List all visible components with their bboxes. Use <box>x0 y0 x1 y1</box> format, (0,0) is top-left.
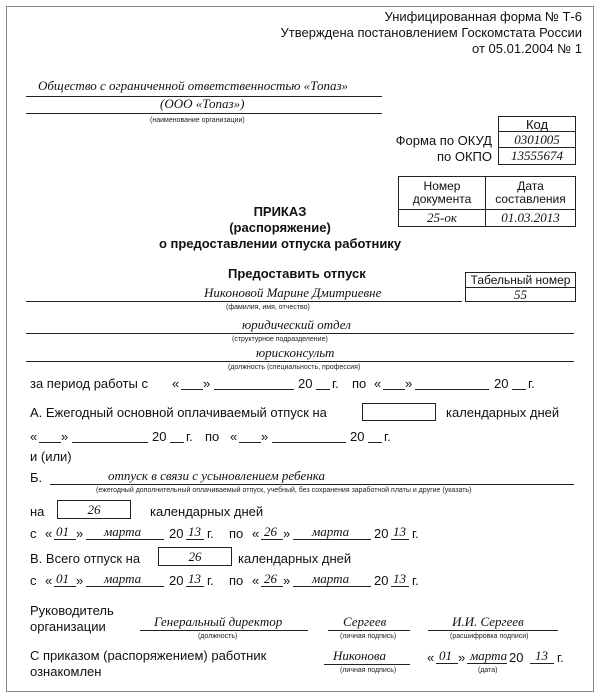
section-v-to-quote-close: » <box>283 573 291 588</box>
section-b-from-day-line <box>54 539 76 540</box>
section-b-to-year-line <box>391 539 409 540</box>
period-from-month-line <box>214 389 294 390</box>
section-b-from-year-line <box>186 539 204 540</box>
head-label-line1: Руководитель <box>30 603 114 618</box>
employee-position: юрисконсульт <box>256 345 335 360</box>
section-a-to-label: по <box>205 429 220 444</box>
section-v-to-year-prefix: 20 <box>374 573 389 588</box>
okpo-value: 13555674 <box>498 147 576 165</box>
section-v-label: В. Всего отпуск на <box>30 551 141 566</box>
form-header-line1: Унифицированная форма № Т-6 <box>384 9 582 24</box>
section-a-from-year-prefix: 20 <box>152 429 167 444</box>
section-b-days-label: календарных дней <box>150 504 264 519</box>
ack-label-line2: ознакомлен <box>30 664 102 679</box>
section-b-na-label: на <box>30 504 45 519</box>
section-b-from-year-suffix: г. <box>207 526 214 541</box>
section-a-to-month-line <box>272 442 346 443</box>
section-v-from-year: 13 <box>188 571 201 586</box>
head-decoding-line <box>428 630 558 631</box>
and-or-label: и (или) <box>30 449 72 464</box>
section-b-from-month-line <box>86 539 164 540</box>
section-b-type-line <box>50 484 574 485</box>
section-v-from-year-prefix: 20 <box>169 573 184 588</box>
code-header: Код <box>498 116 576 132</box>
period-to-quote-close: » <box>405 376 413 391</box>
head-signature-line <box>328 630 410 631</box>
period-from-day-line <box>181 389 203 390</box>
section-a-to-day-line <box>239 442 261 443</box>
ack-year: 13 <box>535 648 548 663</box>
ack-year-prefix: 20 <box>509 650 524 665</box>
section-b-to-quote-close: » <box>283 526 291 541</box>
section-a-from-day-line <box>39 442 61 443</box>
section-v-to-year-suffix: г. <box>412 573 419 588</box>
section-v-from-year-line <box>186 586 204 587</box>
section-b-to-label: по <box>229 526 244 541</box>
period-to-day-line <box>383 389 405 390</box>
ack-quote-open: « <box>427 650 435 665</box>
employee-name-line <box>26 301 462 302</box>
section-b-vacation-type: отпуск в связи с усыновлением ребенка <box>108 468 326 483</box>
section-a-from-quote-open: « <box>30 429 38 444</box>
section-a-to-year-line <box>368 442 382 443</box>
doc-date-value: 01.03.2013 <box>485 209 576 227</box>
section-a-label: А. Ежегодный основной оплачиваемый отпуск на <box>30 405 327 420</box>
section-b-to-year-prefix: 20 <box>374 526 389 541</box>
tab-number-header: Табельный номер <box>465 272 576 288</box>
section-a-to-year-prefix: 20 <box>350 429 365 444</box>
period-to-year-prefix: 20 <box>494 376 509 391</box>
form-header-line2: Утверждена постановлением Госкомстата России <box>280 25 582 40</box>
section-b-from-label: с <box>30 526 37 541</box>
okud-value: 0301005 <box>498 131 576 148</box>
worker-signature-caption: (личная подпись) <box>340 667 397 674</box>
section-b-to-month: марта <box>312 524 350 539</box>
ack-month: марта <box>470 648 508 663</box>
document-title: ПРИКАЗ <box>253 204 307 219</box>
section-b-to-day-line <box>261 539 283 540</box>
form-header-line3: от 05.01.2004 № 1 <box>472 41 582 56</box>
organization-caption: (наименование организации) <box>150 117 245 124</box>
ack-label-line1: С приказом (распоряжением) работник <box>30 648 267 663</box>
head-position: Генеральный директор <box>154 614 283 629</box>
section-a-days-label: календарных дней <box>446 405 560 420</box>
section-a-from-quote-close: » <box>61 429 69 444</box>
section-b-to-year-suffix: г. <box>412 526 419 541</box>
doc-date-header: Дата составления <box>485 176 576 210</box>
document-subtitle: (распоряжение) <box>229 220 331 235</box>
ack-day-line <box>436 663 458 664</box>
period-to-quote-open: « <box>374 376 382 391</box>
section-v-from-quote-close: » <box>76 573 84 588</box>
organization-short-name: (ООО «Топаз») <box>160 96 245 111</box>
employee-department: юридический отдел <box>242 317 351 332</box>
ack-day: 01 <box>439 648 452 663</box>
period-to-label: по <box>352 376 367 391</box>
section-v-from-label: с <box>30 573 37 588</box>
ack-quote-close: » <box>458 650 466 665</box>
ack-date-caption: (дата) <box>478 667 498 674</box>
department-line <box>26 333 574 334</box>
section-b-to-month-line <box>293 539 371 540</box>
section-v-to-month: марта <box>312 571 350 586</box>
organization-full-name: Общество с ограниченной ответственностью «Топаз» <box>38 78 349 93</box>
section-b-from-day: 01 <box>56 524 69 539</box>
section-v-to-month-line <box>293 586 371 587</box>
head-decoding-caption: (расшифровка подписи) <box>450 633 529 640</box>
work-period-label: за период работы с <box>30 376 148 391</box>
section-v-from-month: марта <box>104 571 142 586</box>
section-b-to-year: 13 <box>393 524 406 539</box>
period-to-year-suffix: г. <box>528 376 535 391</box>
section-b-days-box: 26 <box>57 500 131 519</box>
section-v-to-day: 26 <box>264 571 277 586</box>
section-v-to-label: по <box>229 573 244 588</box>
head-position-line <box>140 630 308 631</box>
section-b-label: Б. <box>30 470 43 485</box>
section-v-from-year-suffix: г. <box>207 573 214 588</box>
period-from-quote-open: « <box>172 376 180 391</box>
worker-signature: Никонова <box>333 648 386 663</box>
period-from-year-line <box>316 389 330 390</box>
document-purpose: о предоставлении отпуска работнику <box>158 236 402 251</box>
section-a-days-box <box>362 403 436 421</box>
period-from-year-suffix: г. <box>332 376 339 391</box>
organization-line-2 <box>26 113 382 114</box>
position-line <box>26 361 574 362</box>
ack-month-line <box>467 663 507 664</box>
section-v-from-day: 01 <box>56 571 69 586</box>
section-a-to-quote-open: « <box>230 429 238 444</box>
period-to-year-line <box>512 389 526 390</box>
section-v-days-box: 26 <box>158 547 232 566</box>
section-v-to-year: 13 <box>393 571 406 586</box>
okud-label: Форма по ОКУД <box>395 133 492 148</box>
section-v-to-day-line <box>261 586 283 587</box>
section-b-to-quote-open: « <box>252 526 260 541</box>
section-a-from-year-line <box>170 442 184 443</box>
okpo-label: по ОКПО <box>436 149 492 164</box>
section-b-from-quote-close: » <box>76 526 84 541</box>
section-v-to-quote-open: « <box>252 573 260 588</box>
section-v-days-label: календарных дней <box>238 551 352 566</box>
doc-number-value: 25-ок <box>398 209 486 227</box>
section-v-from-day-line <box>54 586 76 587</box>
head-signature: Сергеев <box>343 614 387 629</box>
section-a-to-quote-close: » <box>261 429 269 444</box>
worker-signature-line <box>324 664 410 665</box>
section-v-from-month-line <box>86 586 164 587</box>
period-from-year-prefix: 20 <box>298 376 313 391</box>
head-label-line2: организации <box>30 619 106 634</box>
head-position-caption: (должность) <box>198 633 238 640</box>
section-b-from-year-prefix: 20 <box>169 526 184 541</box>
section-v-from-quote-open: « <box>45 573 53 588</box>
employee-name: Никоновой Марине Дмитриевне <box>204 285 382 300</box>
ack-year-line <box>530 663 554 664</box>
tab-number-value: 55 <box>465 287 576 302</box>
section-b-from-month: марта <box>104 524 142 539</box>
section-a-to-year-suffix: г. <box>384 429 391 444</box>
section-a-from-year-suffix: г. <box>186 429 193 444</box>
section-a-from-month-line <box>72 442 148 443</box>
ack-year-suffix: г. <box>557 650 564 665</box>
section-b-from-year: 13 <box>188 524 201 539</box>
period-from-quote-close: » <box>203 376 211 391</box>
doc-number-header: Номер документа <box>398 176 486 210</box>
head-signature-decoding: И.И. Сергеев <box>452 614 524 629</box>
section-v-to-year-line <box>391 586 409 587</box>
head-signature-caption: (личная подпись) <box>340 633 397 640</box>
section-b-from-quote-open: « <box>45 526 53 541</box>
department-caption: (структурное подразделение) <box>232 336 328 343</box>
position-caption: (должность (специальность, профессия) <box>228 364 361 371</box>
period-to-month-line <box>415 389 489 390</box>
section-b-type-caption: (ежегодный дополнительный оплачиваемый отпуск, учебный, без сохранения заработной платы и другие (указать) <box>96 487 472 494</box>
employee-name-caption: (фамилия, имя, отчество) <box>226 304 310 311</box>
section-b-to-day: 26 <box>264 524 277 539</box>
grant-vacation-label: Предоставить отпуск <box>228 266 366 281</box>
